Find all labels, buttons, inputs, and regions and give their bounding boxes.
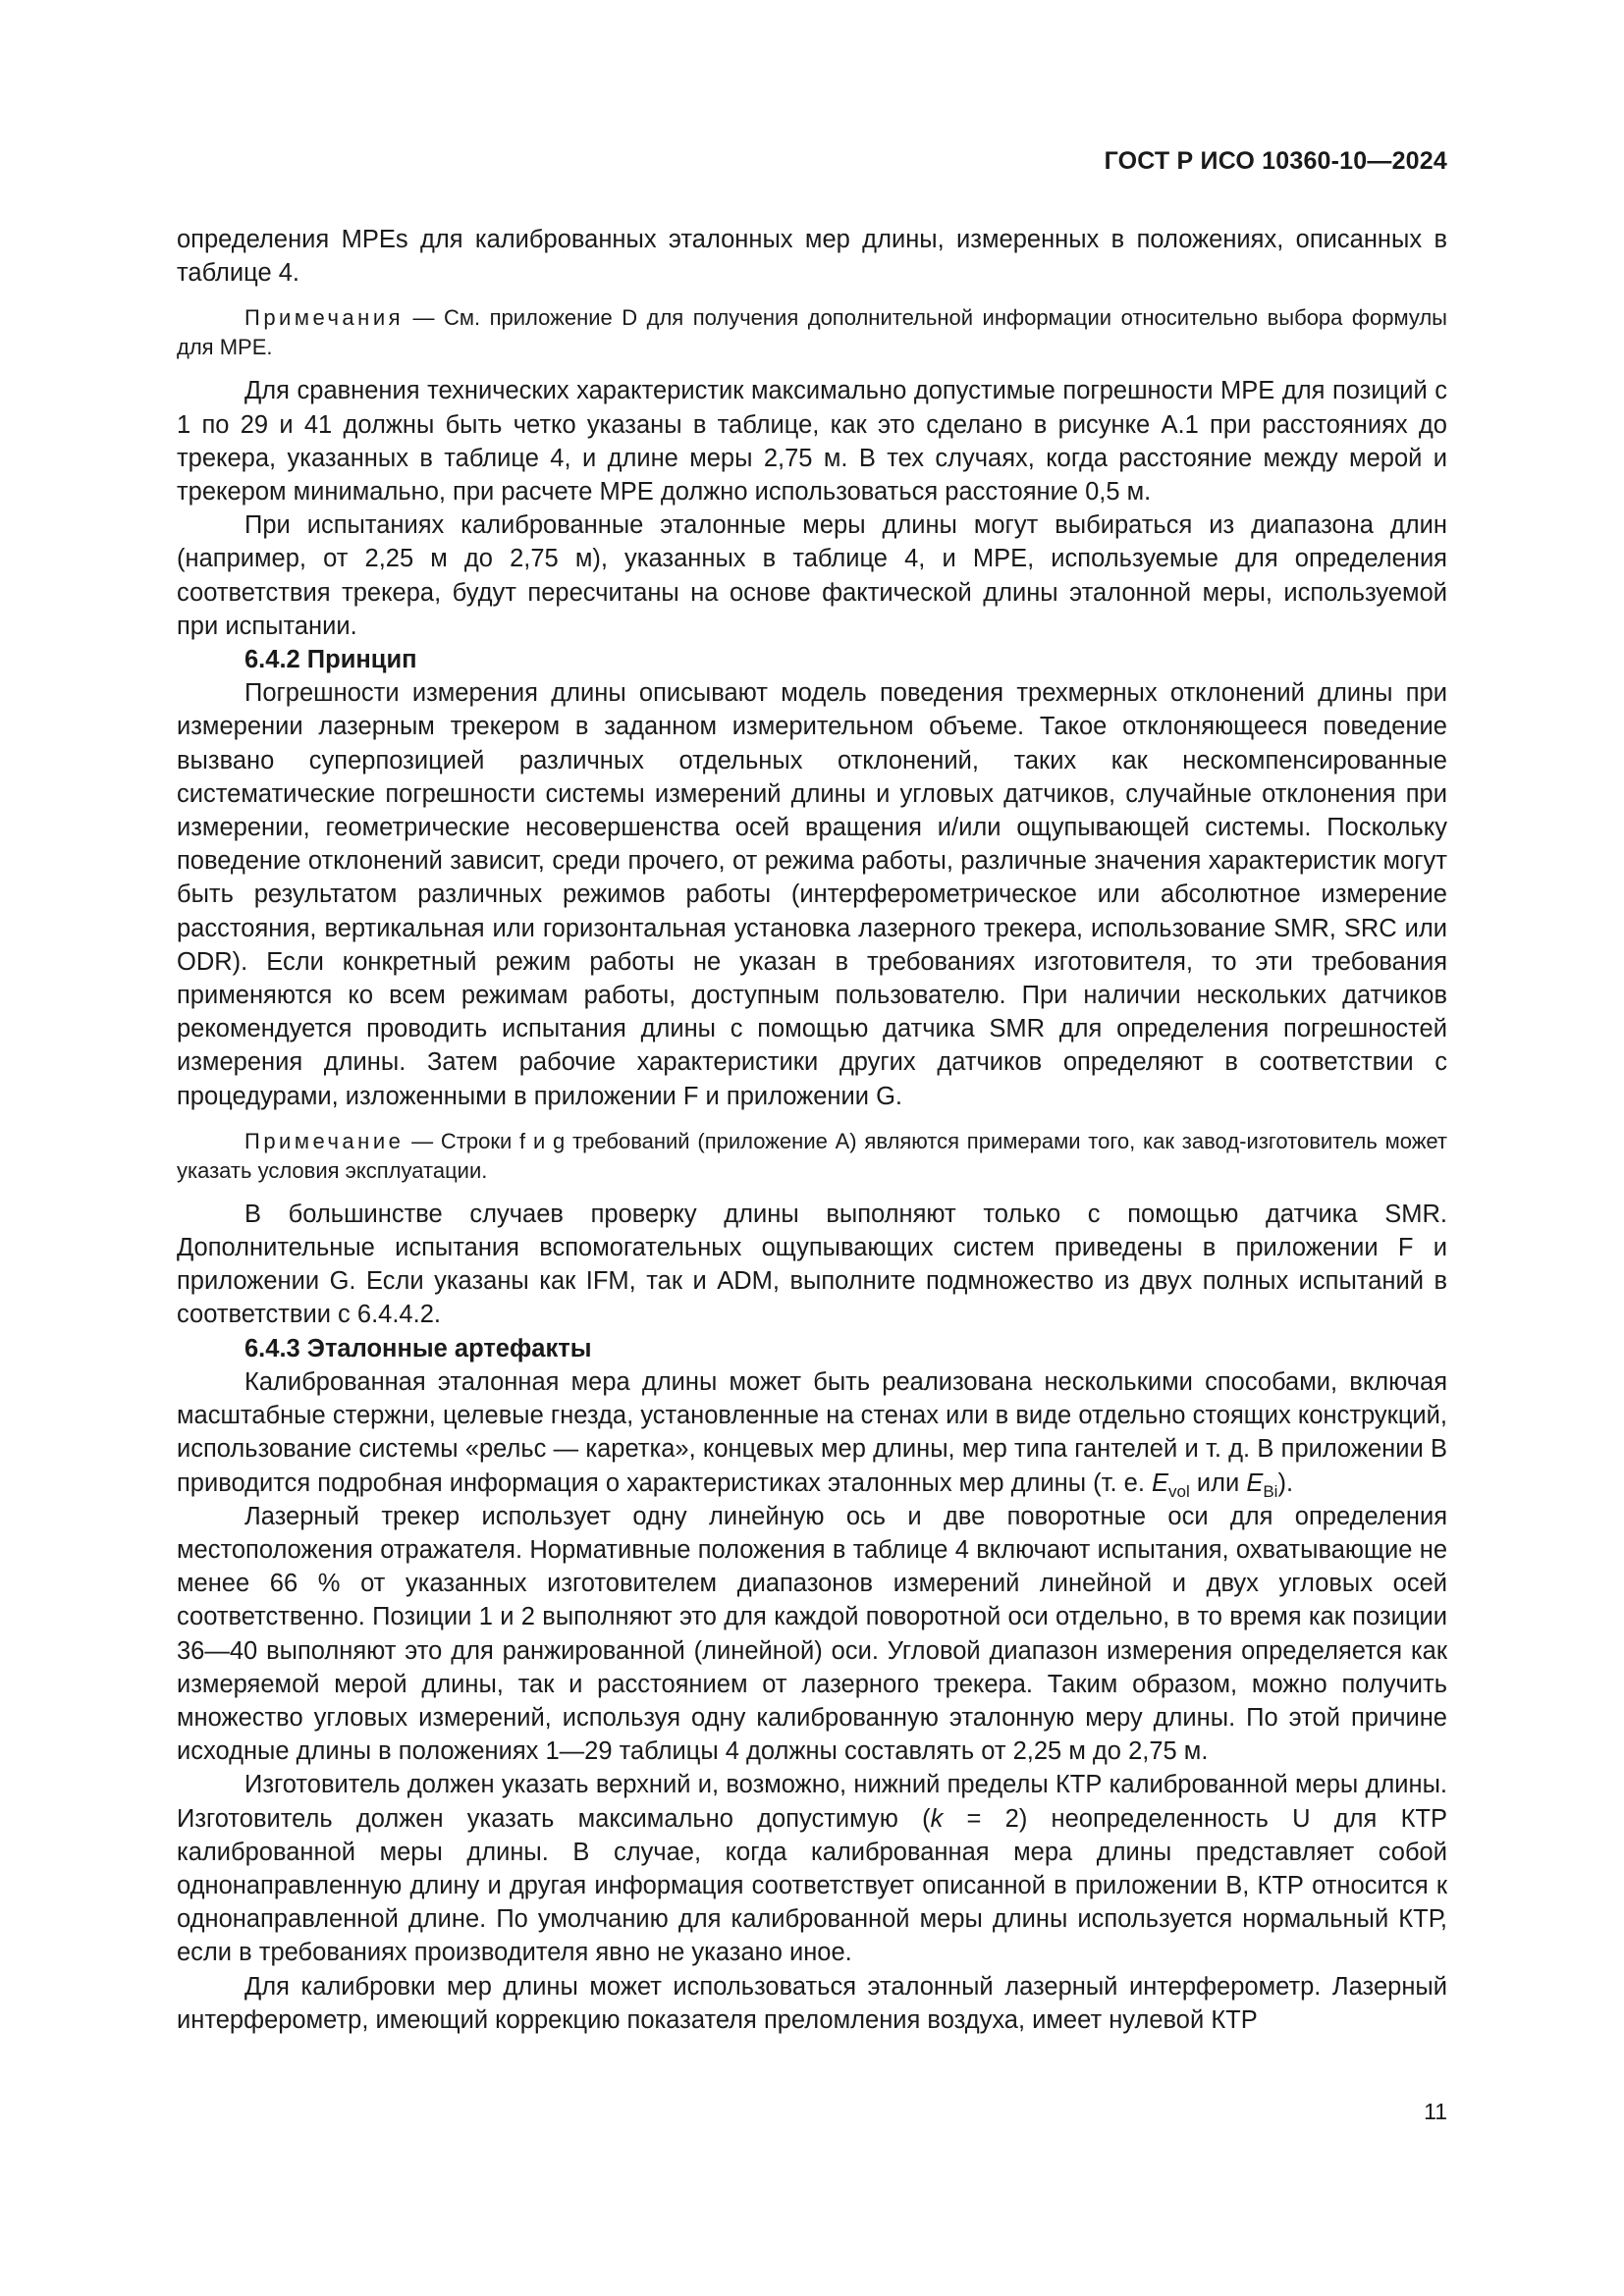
page-body (177, 223, 1447, 2037)
section-heading-6-4-3: 6.4.3 Эталонные артефакты (244, 1334, 592, 1362)
ktr-text-b: = 2) неопределенность U для КТР калиброванной меры длины. В случае, когда калиброванная мера длины представляет собой однонаправленную длину и другая информация соответствует описанной в приложении В, КТР относится к однонаправленной длине. По умолчанию для калиброванной меры длины используется нормальный КТР, если в требованиях производителя явно не указано иное. (177, 1804, 1448, 1967)
conjunction-or: или (1189, 1468, 1247, 1497)
symbol-k: k (930, 1804, 944, 1833)
ktr-text-a: Изготовитель должен указать верхний и, возможно, нижний пределы КТР калиброванной меры длины. Изготовитель должен указать максимально допустимую ( (177, 1771, 1447, 1833)
symbol-e-bi: E (1246, 1468, 1264, 1497)
paragraph-reference-artifacts (177, 1365, 1447, 1500)
paragraph-smr-tests: В большинстве случаев проверку длины выполняют только с помощью датчика SMR. Дополнительные испытания вспомогательных ощупывающих систем приведены в приложении F и приложении G. Если указаны как IFM, так и ADM, выполните подмножество из двух полных испытаний в соответствии с 6.4.4.2. (177, 1200, 1447, 1329)
paragraph-continuation: определения MPEs для калиброванных эталонных мер длины, измеренных в положениях, описанных в таблице 4. (177, 226, 1447, 288)
paragraph-mpe-comparison: Для сравнения технических характеристик максимально допустимые погрешности MPE для позиций с 1 по 29 и 41 должны быть четко указаны в таблице, как это сделано в рисунке А.1 при расстояниях до трекера, указанных в таблице 4, и длине меры 2,75 м. В тех случаях, когда расстояние между мерой и трекером минимально, при расчете MPE должно использоваться расстояние 0,5 м. (177, 377, 1447, 507)
paragraph-ktr-limits (177, 1768, 1447, 1969)
note-label: Примечания (244, 305, 405, 331)
subscript-bi: Bi (1263, 1481, 1278, 1501)
paragraph-interferometer: Для калибровки мер длины может использоваться эталонный лазерный интерферометр. Лазерный интерферометр, имеющий коррекцию показателя преломления воздуха, имеет нулевой КТР (177, 1972, 1447, 2034)
paragraph-laser-axes: Лазерный трекер использует одну линейную ось и две поворотные оси для определения местоположения отражателя. Нормативные положения в таблице 4 включают испытания, охватывающие не менее 66 % от указанных изготовителем диапазонов измерений линейной и двух угловых осей соответственно. Позиции 1 и 2 выполняют это для каждой поворотной оси отдельно, в то время как позиции 36—40 выполняют это для ранжированной (линейной) оси. Угловой диапазон измерения определяется как измеряемой мерой длины, так и расстоянием от лазерного трекера. Таким образом, можно получить множество угловых измерений, используя одну калиброванную эталонную меру длины. По этой причине исходные длины в положениях 1—29 таблицы 4 должны составлять от 2,25 м до 2,75 м. (177, 1502, 1447, 1766)
paragraph-principle: Погрешности измерения длины описывают модель поведения трехмерных отклонений длины при измерении лазерным трекером в заданном измерительном объеме. Такое отклоняющееся поведение вызвано суперпозицией различных отдельных отклонений, таких как нескомпенсированные систематические погрешности системы измерений длины и угловых датчиков, случайные отклонения при измерении, геометрические несовершенства осей вращения и/или ощупывающей системы. Поскольку поведение отклонений зависит, среди прочего, от режима работы, различные значения характеристик могут быть результатом различных режимов работы (интерферометрическое или абсолютное измерение расстояния, вертикальная или горизонтальная установка лазерного трекера, использование SMR, SRC или ODR). Если конкретный режим работы не указан в требованиях изготовителя, то эти требования применяются ко всем режимам работы, доступным пользователю. При наличии нескольких датчиков рекомендуется проводить испытания длины с помощью датчика SMR для определения погрешностей измерения длины. Затем рабочие характеристики других датчиков определяют в соответствии с процедурами, изложенными в приложении F и приложении G. (177, 679, 1447, 1110)
subscript-vol: vol (1168, 1481, 1190, 1501)
note-requirements-rows (177, 1127, 1447, 1186)
note-text: — См. приложение D для получения дополнительной информации относительно выбора формулы для MPE. (177, 305, 1447, 360)
document-code-header: ГОСТ Р ИСО 10360-10—2024 (1104, 147, 1447, 175)
paragraph-test-lengths: При испытаниях калиброванные эталонные меры длины могут выбираться из диапазона длин (например, от 2,25 м до 2,75 м), указанных в таблице 4, и MPE, используемые для определения соответствия трекера, будут пересчитаны на основе фактической длины эталонной меры, используемой при испытании. (177, 511, 1447, 640)
note-label: Примечание (244, 1128, 405, 1153)
note-mpe-formula (177, 303, 1447, 362)
closing-paren: ). (1277, 1468, 1294, 1497)
page-number: 11 (1424, 2099, 1447, 2124)
symbol-e-vol: E (1152, 1468, 1169, 1497)
artifact-text: Калиброванная эталонная мера длины может быть реализована несколькими способами, включая масштабные стержни, целевые гнезда, установленные на стенах или в виде отдельно стоящих конструкций, использование системы «рельс — каретка», концевых мер длины, мер типа гантелей и т. д. В приложении В приводится подробная информация о характеристиках эталонных мер длины (т. е. (177, 1367, 1447, 1497)
note-text: — Строки f и g требований (приложение А) являются примерами того, как завод-изготовитель может указать условия эксплуатации. (177, 1128, 1447, 1183)
section-heading-6-4-2: 6.4.2 Принцип (244, 646, 417, 674)
